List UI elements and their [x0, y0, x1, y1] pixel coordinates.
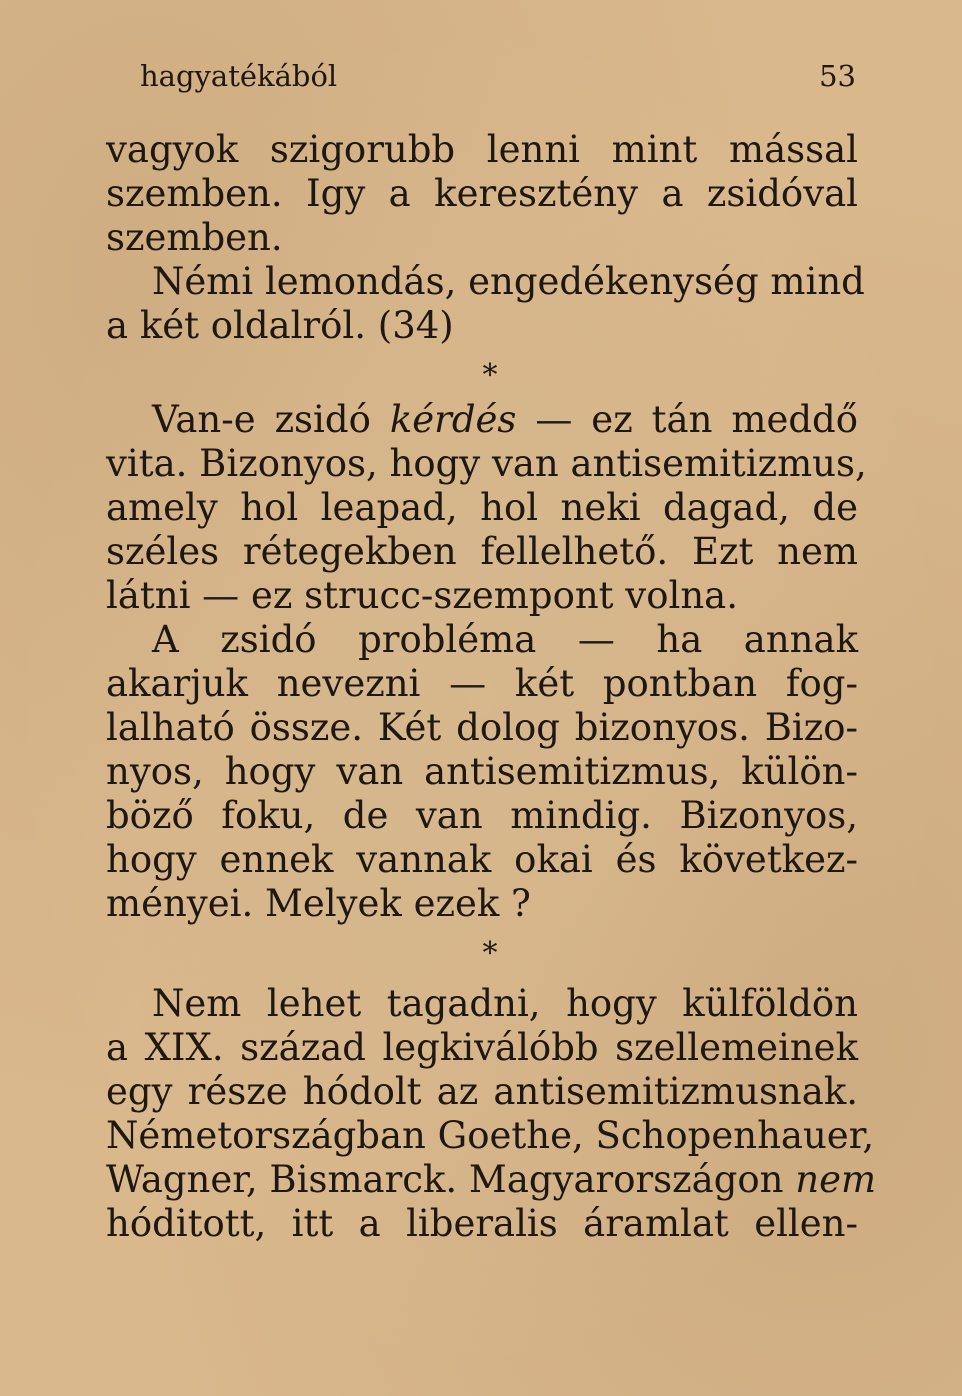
- text-line: a két oldalról. (34): [106, 304, 454, 347]
- text-line: akarjuk nevezni — két pontban fog-: [106, 662, 858, 705]
- running-title: hagyatékából: [140, 59, 338, 93]
- text-line: [106, 398, 858, 442]
- text-line: böző foku, de van mindig. Bizonyos,: [106, 794, 858, 837]
- text-line: vita. Bizonyos, hogy van antisemitizmus,: [106, 442, 867, 485]
- text-line: [106, 1158, 877, 1202]
- text-line: szemben. Igy a keresztény a zsidóval: [106, 172, 858, 215]
- paragraph: [106, 618, 858, 926]
- text-line: amely hol leapad, hol neki dagad, de: [106, 486, 858, 529]
- text-fragment: Van-e zsidó: [152, 398, 390, 441]
- paragraph: [106, 982, 877, 1246]
- text-line: Némi lemondás, engedékenység mind: [152, 260, 865, 303]
- paragraph: [106, 398, 867, 618]
- section-separator: *: [482, 936, 498, 971]
- text-line: vagyok szigorubb lenni mint mással: [106, 128, 858, 171]
- italic-word: kérdés: [389, 398, 517, 441]
- text-line: látni — ez strucc-szempont volna.: [106, 574, 738, 617]
- text-line: hóditott, itt a liberalis áramlat ellen-: [106, 1202, 858, 1245]
- running-head: [140, 56, 858, 96]
- section-separator: *: [482, 358, 498, 393]
- paragraph: [106, 260, 865, 348]
- text-block: [106, 128, 877, 1246]
- text-line: ményei. Melyek ezek ?: [106, 882, 531, 925]
- text-line: szemben.: [106, 216, 283, 259]
- text-line: lalható össze. Két dolog bizonyos. Bizo-: [106, 706, 858, 749]
- text-line: Nem lehet tagadni, hogy külföldön: [152, 982, 858, 1025]
- text-line: széles rétegekben fellelhető. Ezt nem: [106, 530, 858, 573]
- page-number: 53: [819, 59, 856, 93]
- text-line: nyos, hogy van antisemitizmus, külön-: [106, 750, 858, 793]
- text-fragment: Wagner, Bismarck. Magyarországon: [106, 1158, 796, 1201]
- text-line: egy része hódolt az antisemitizmusnak.: [106, 1070, 858, 1113]
- text-fragment: — ez tán meddő: [516, 398, 858, 441]
- italic-word: nem: [795, 1158, 877, 1201]
- text-line: Németországban Goethe, Schopenhauer,: [106, 1114, 875, 1157]
- text-line: a XIX. század legkiválóbb szellemeinek: [106, 1026, 858, 1069]
- text-line: hogy ennek vannak okai és következ-: [106, 838, 858, 881]
- text-line: A zsidó probléma — ha annak: [152, 618, 858, 661]
- paragraph-continued: [106, 128, 858, 260]
